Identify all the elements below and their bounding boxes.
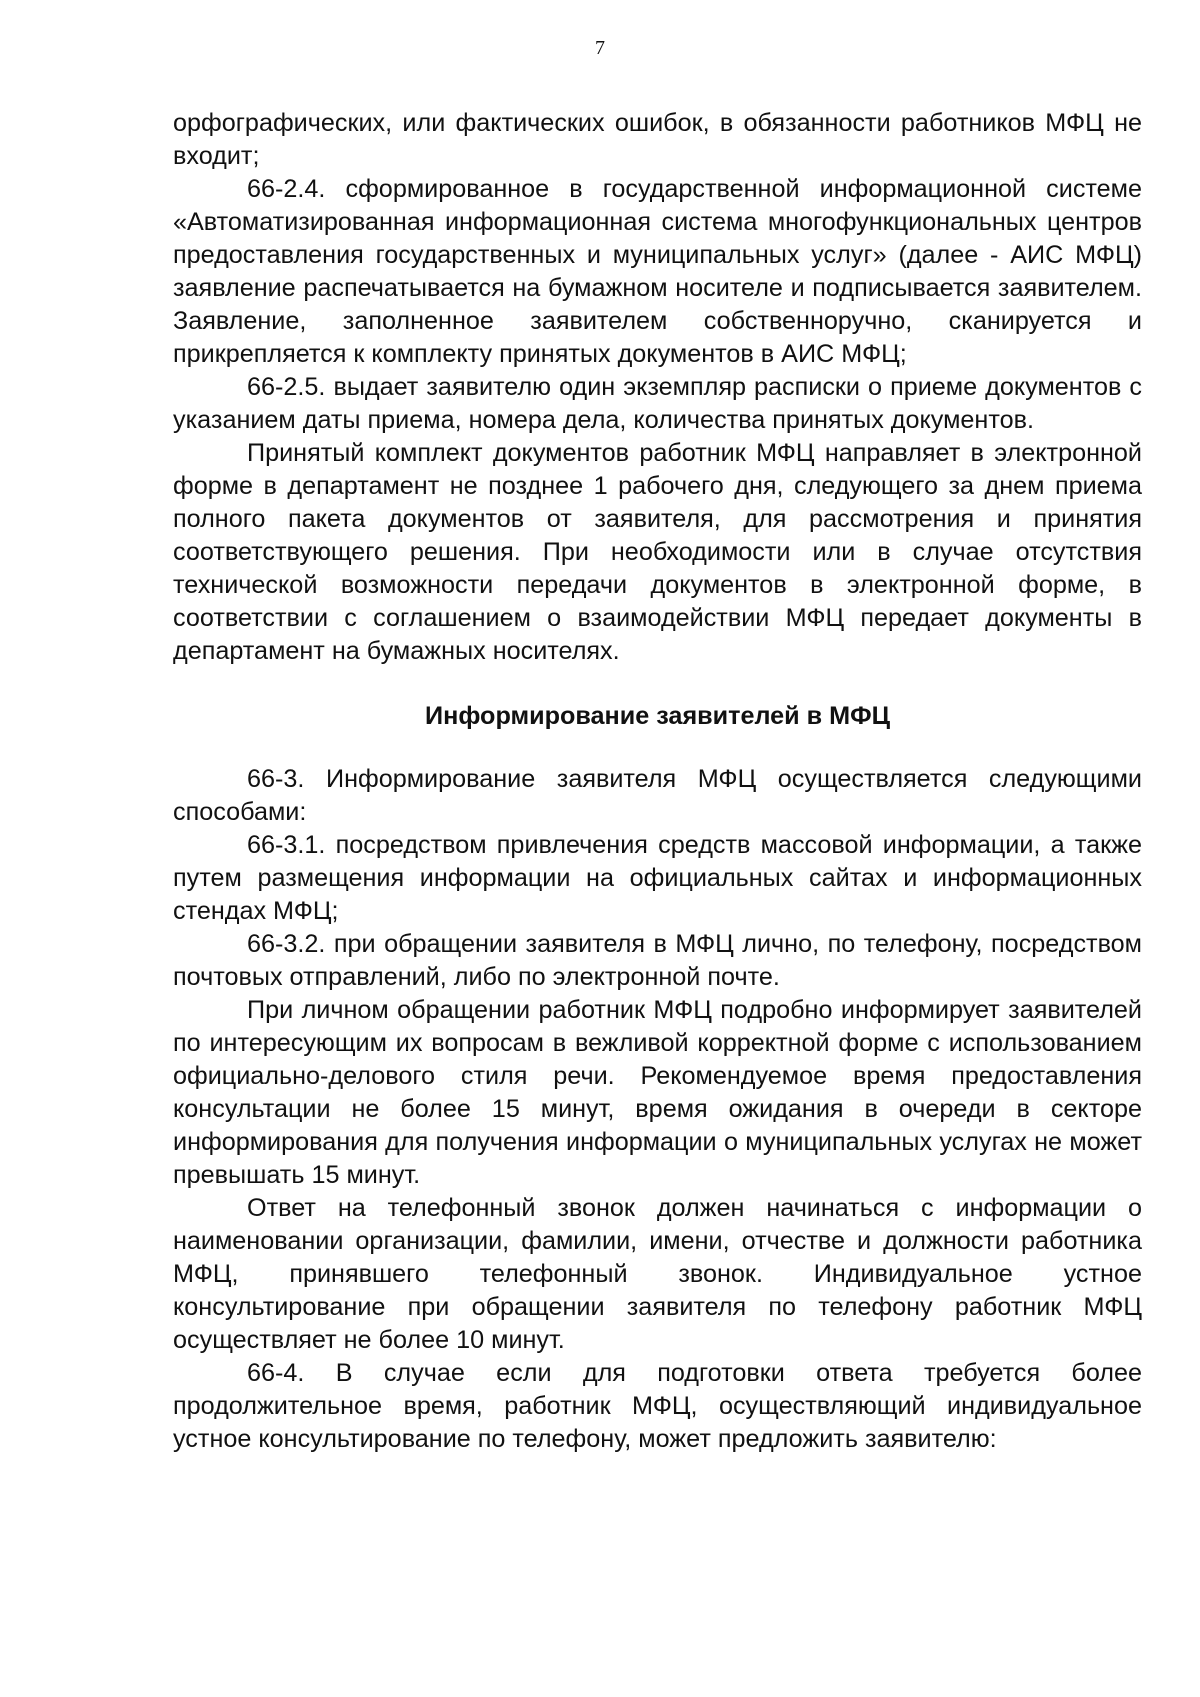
paragraph: 66-3.2. при обращении заявителя в МФЦ лично, по телефону, посредством почтовых отправлений, либо по электронной почте. bbox=[173, 930, 1142, 991]
paragraph: 66-4. В случае если для подготовки ответа требуется более продолжительное время, работник МФЦ, осуществляющий индивидуальное устное консультирование по телефону, может предложить заявителю: bbox=[173, 1359, 1142, 1453]
paragraph: Принятый комплект документов работник МФЦ направляет в электронной форме в департамент не позднее 1 рабочего дня, следующего за днем приема полного пакета документов от заявителя, для рассмотрения и принятия соответствующего решения. При необходимости или в случае отсутствия технической возможности передачи документов в электронной форме, в соответствии с соглашением о взаимодействии МФЦ передает документы в департамент на бумажных носителях. bbox=[173, 439, 1142, 665]
section-heading: Информирование заявителей в МФЦ bbox=[425, 702, 890, 730]
paragraph: 66-2.5. выдает заявителю один экземпляр расписки о приеме документов с указанием даты приема, номера дела, количества принятых документов. bbox=[173, 373, 1142, 434]
paragraph: 66-2.4. сформированное в государственной информационной системе «Автоматизированная информационная система многофункциональных центров предоставления государственных и муниципальных услуг» (далее - АИС МФЦ) заявление распечатывается на бумажном носителе и подписывается заявителем. Заявление, заполненное заявителем собственноручно, сканируется и прикрепляется к комплекту принятых документов в АИС МФЦ; bbox=[173, 175, 1142, 368]
paragraph: При личном обращении работник МФЦ подробно информирует заявителей по интересующим их вопросам в вежливой корректной форме с использованием официально-делового стиля речи. Рекомендуемое время предоставления консультации не более 15 минут, время ожидания в очереди в секторе информирования для получения информации о муниципальных услугах не может превышать 15 минут. bbox=[173, 996, 1142, 1189]
paragraph: 66-3. Информирование заявителя МФЦ осуществляется следующими способами: bbox=[173, 765, 1142, 826]
paragraph: Ответ на телефонный звонок должен начинаться с информации о наименовании организации, фамилии, имени, отчестве и должности работника МФЦ, принявшего телефонный звонок. Индивидуальное устное консультирование при обращении заявителя по телефону работник МФЦ осуществляет не более 10 минут. bbox=[173, 1194, 1142, 1354]
document-body bbox=[173, 107, 1142, 1456]
paragraph: 66-3.1. посредством привлечения средств массовой информации, а также путем размещения информации на официальных сайтах и информационных стендах МФЦ; bbox=[173, 831, 1142, 925]
paragraph: орфографических, или фактических ошибок, в обязанности работников МФЦ не входит; bbox=[173, 109, 1142, 170]
page-number: 7 bbox=[595, 37, 605, 59]
